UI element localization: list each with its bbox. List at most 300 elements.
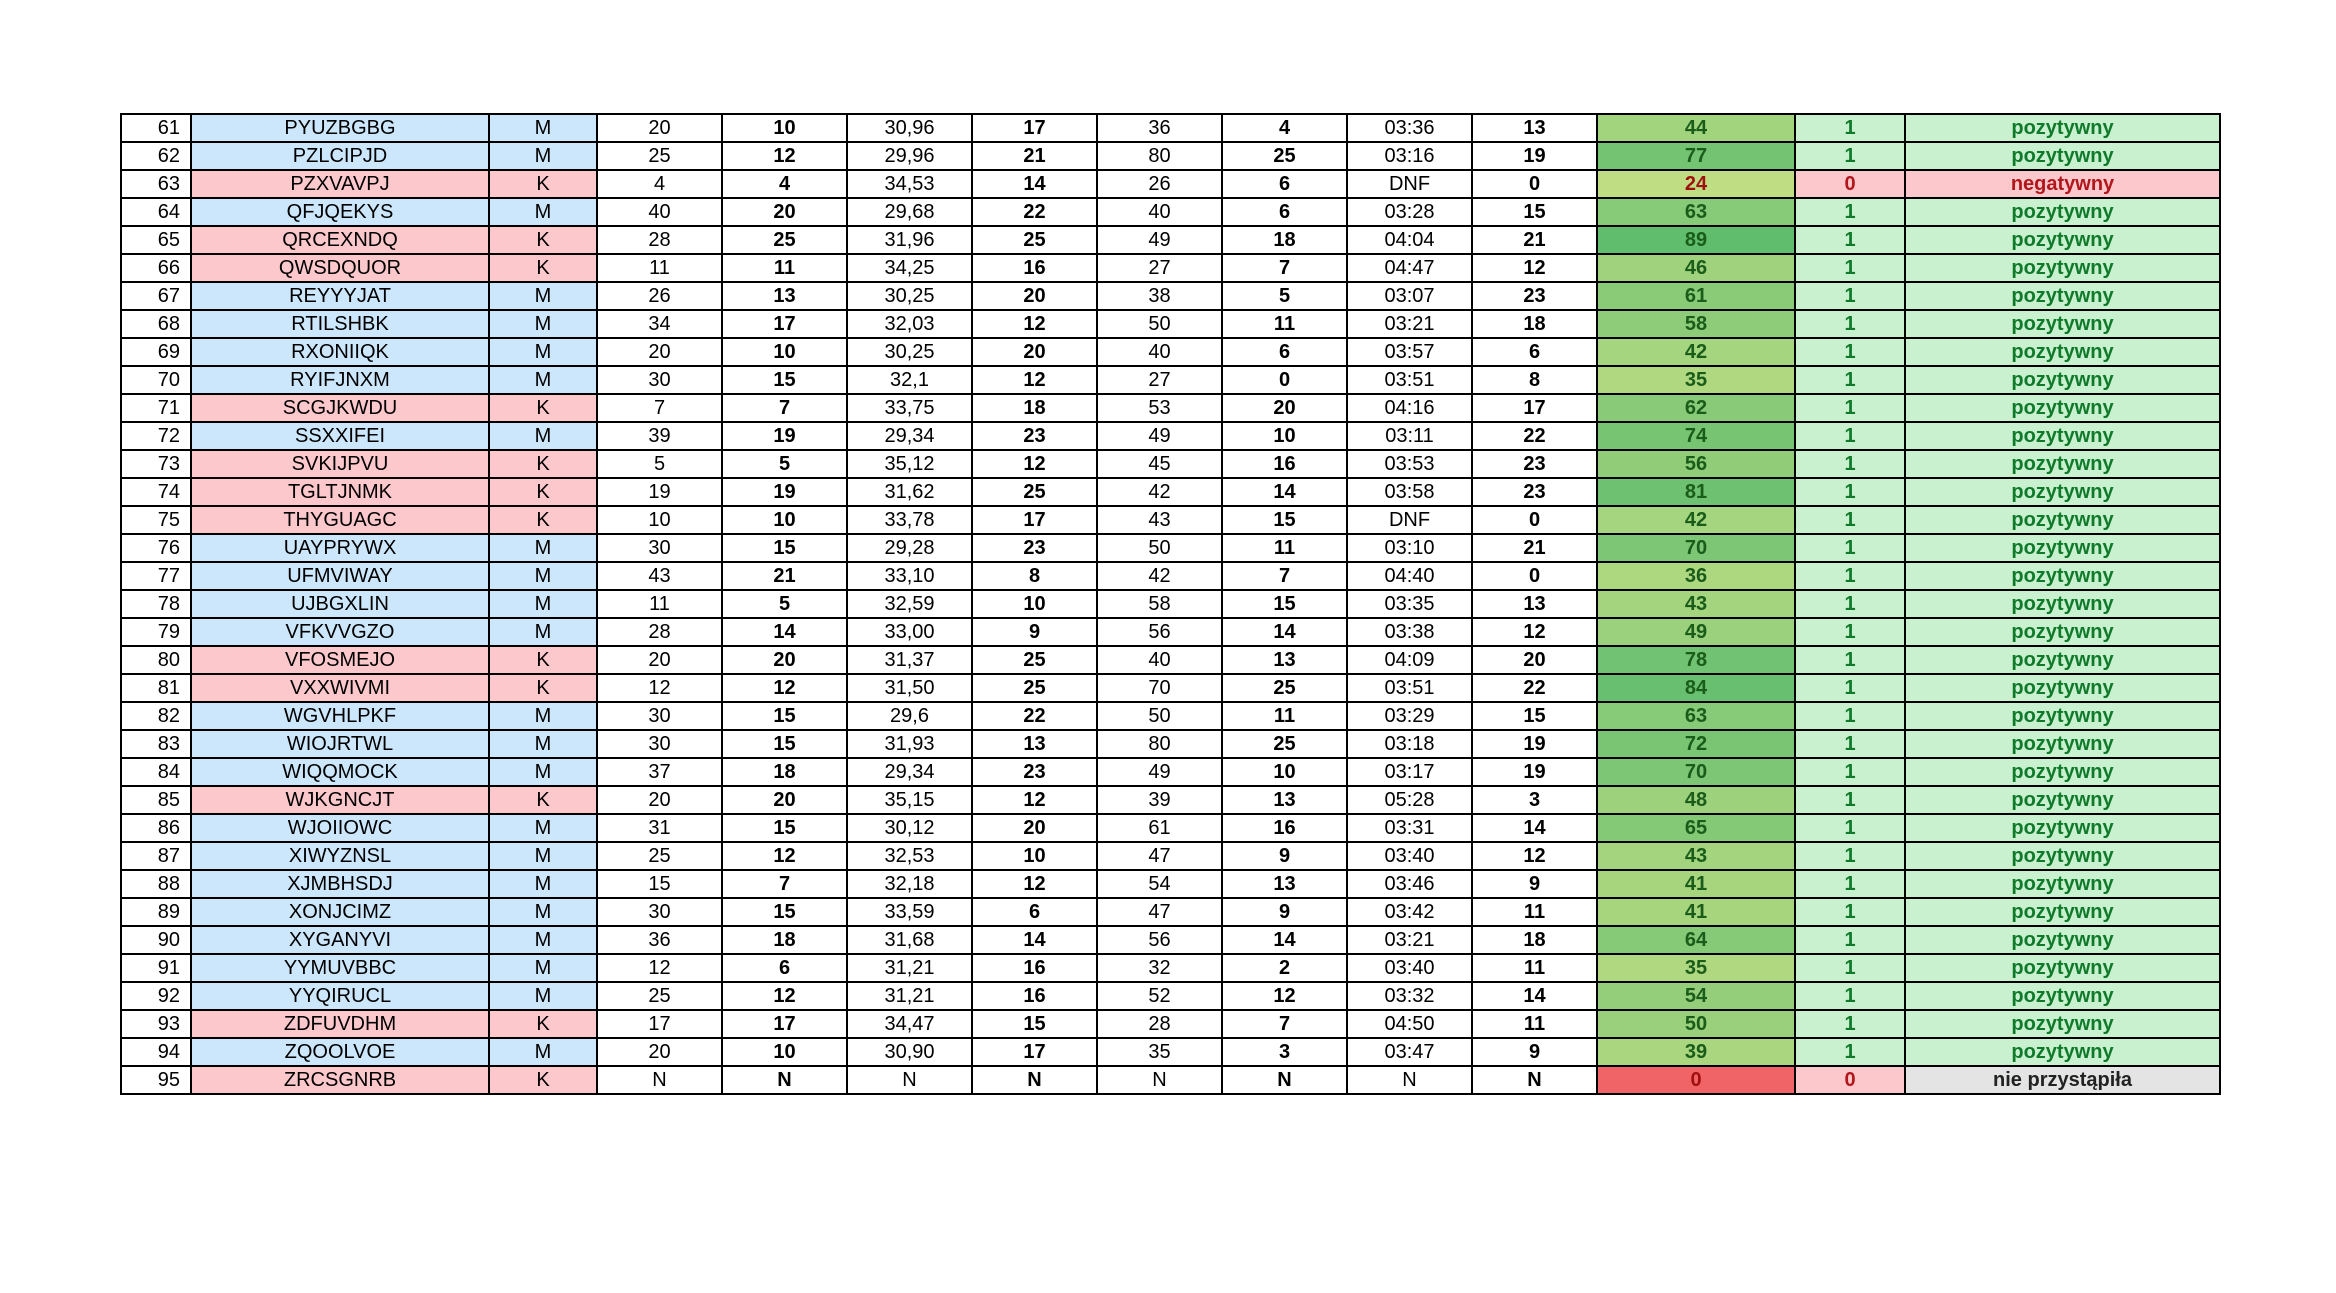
total-score-cell: 72 [1597, 730, 1795, 758]
time-d-cell: 03:35 [1347, 590, 1472, 618]
pass-flag-cell: 1 [1795, 562, 1905, 590]
result-cell: pozytywny [1905, 954, 2220, 982]
points-d-cell: 12 [1472, 842, 1597, 870]
gender-cell: M [489, 618, 597, 646]
pass-flag-cell: 1 [1795, 842, 1905, 870]
participant-code-cell: UJBGXLIN [191, 590, 489, 618]
score-a-cell: 17 [597, 1010, 722, 1038]
participant-code-cell: XIWYZNSL [191, 842, 489, 870]
pass-flag-cell: 0 [1795, 170, 1905, 198]
time-a-cell: 32,53 [847, 842, 972, 870]
pass-flag-cell: 1 [1795, 310, 1905, 338]
time-d-cell: 03:18 [1347, 730, 1472, 758]
result-cell: pozytywny [1905, 226, 2220, 254]
points-d-cell: 13 [1472, 590, 1597, 618]
table-row [121, 254, 2220, 282]
time-d-cell: 03:07 [1347, 282, 1472, 310]
participant-code-cell: VFOSMEJO [191, 646, 489, 674]
pass-flag-cell: 1 [1795, 142, 1905, 170]
result-cell: pozytywny [1905, 142, 2220, 170]
time-d-cell: 04:16 [1347, 394, 1472, 422]
total-score-cell: 43 [1597, 842, 1795, 870]
pass-flag-cell: 1 [1795, 702, 1905, 730]
gender-cell: K [489, 786, 597, 814]
pass-flag-cell: 0 [1795, 1066, 1905, 1094]
score-a-cell: 20 [597, 114, 722, 142]
time-d-cell: DNF [1347, 506, 1472, 534]
result-cell: pozytywny [1905, 1010, 2220, 1038]
gender-cell: M [489, 982, 597, 1010]
time-a-cell: 30,25 [847, 282, 972, 310]
total-score-cell: 50 [1597, 1010, 1795, 1038]
points-b-cell: 14 [972, 170, 1097, 198]
score-c-cell: 43 [1097, 506, 1222, 534]
score-c-cell: 61 [1097, 814, 1222, 842]
participant-code-cell: RXONIIQK [191, 338, 489, 366]
participant-code-cell: ZDFUVDHM [191, 1010, 489, 1038]
pass-flag-cell: 1 [1795, 646, 1905, 674]
gender-cell: M [489, 842, 597, 870]
time-a-cell: 31,93 [847, 730, 972, 758]
points-c-cell: 10 [1222, 422, 1347, 450]
participant-code-cell: PZLCIPJD [191, 142, 489, 170]
points-c-cell: 25 [1222, 730, 1347, 758]
gender-cell: M [489, 534, 597, 562]
participant-code-cell: PYUZBGBG [191, 114, 489, 142]
participant-code-cell: THYGUAGC [191, 506, 489, 534]
row-number-cell: 83 [121, 730, 191, 758]
row-number-cell: 82 [121, 702, 191, 730]
points-c-cell: 0 [1222, 366, 1347, 394]
score-a-cell: 7 [597, 394, 722, 422]
time-d-cell: 03:46 [1347, 870, 1472, 898]
gender-cell: M [489, 310, 597, 338]
table-row [121, 310, 2220, 338]
table-row [121, 758, 2220, 786]
table-row [121, 1010, 2220, 1038]
time-a-cell: 31,50 [847, 674, 972, 702]
result-cell: pozytywny [1905, 926, 2220, 954]
points-a-cell: 19 [722, 478, 847, 506]
row-number-cell: 93 [121, 1010, 191, 1038]
time-d-cell: 03:32 [1347, 982, 1472, 1010]
participant-code-cell: ZQOOLVOE [191, 1038, 489, 1066]
score-a-cell: 20 [597, 338, 722, 366]
points-a-cell: 15 [722, 898, 847, 926]
points-a-cell: 15 [722, 814, 847, 842]
score-c-cell: 39 [1097, 786, 1222, 814]
points-a-cell: N [722, 1066, 847, 1094]
total-score-cell: 41 [1597, 898, 1795, 926]
points-a-cell: 6 [722, 954, 847, 982]
pass-flag-cell: 1 [1795, 786, 1905, 814]
score-a-cell: 19 [597, 478, 722, 506]
table-row [121, 814, 2220, 842]
points-d-cell: 6 [1472, 338, 1597, 366]
points-b-cell: 25 [972, 674, 1097, 702]
points-b-cell: 8 [972, 562, 1097, 590]
points-c-cell: 11 [1222, 534, 1347, 562]
row-number-cell: 73 [121, 450, 191, 478]
table-body [121, 114, 2220, 1094]
pass-flag-cell: 1 [1795, 254, 1905, 282]
gender-cell: K [489, 1010, 597, 1038]
points-a-cell: 12 [722, 674, 847, 702]
pass-flag-cell: 1 [1795, 954, 1905, 982]
points-d-cell: 0 [1472, 562, 1597, 590]
total-score-cell: 39 [1597, 1038, 1795, 1066]
table-row [121, 590, 2220, 618]
total-score-cell: 35 [1597, 954, 1795, 982]
score-c-cell: 28 [1097, 1010, 1222, 1038]
table-row [121, 282, 2220, 310]
participant-code-cell: XONJCIMZ [191, 898, 489, 926]
score-a-cell: 4 [597, 170, 722, 198]
result-cell: pozytywny [1905, 618, 2220, 646]
time-d-cell: DNF [1347, 170, 1472, 198]
pass-flag-cell: 1 [1795, 758, 1905, 786]
points-d-cell: 11 [1472, 898, 1597, 926]
points-a-cell: 12 [722, 842, 847, 870]
result-cell: pozytywny [1905, 814, 2220, 842]
score-a-cell: 31 [597, 814, 722, 842]
points-a-cell: 12 [722, 982, 847, 1010]
points-d-cell: 0 [1472, 506, 1597, 534]
time-d-cell: 03:53 [1347, 450, 1472, 478]
row-number-cell: 90 [121, 926, 191, 954]
result-cell: pozytywny [1905, 338, 2220, 366]
score-a-cell: 5 [597, 450, 722, 478]
points-a-cell: 20 [722, 198, 847, 226]
time-a-cell: 30,90 [847, 1038, 972, 1066]
table-row [121, 478, 2220, 506]
score-a-cell: 37 [597, 758, 722, 786]
row-number-cell: 65 [121, 226, 191, 254]
points-c-cell: 9 [1222, 898, 1347, 926]
points-c-cell: 25 [1222, 674, 1347, 702]
time-a-cell: 35,15 [847, 786, 972, 814]
score-a-cell: 11 [597, 590, 722, 618]
pass-flag-cell: 1 [1795, 198, 1905, 226]
row-number-cell: 84 [121, 758, 191, 786]
gender-cell: K [489, 674, 597, 702]
points-c-cell: 15 [1222, 506, 1347, 534]
row-number-cell: 75 [121, 506, 191, 534]
result-cell: pozytywny [1905, 674, 2220, 702]
table-row [121, 422, 2220, 450]
points-c-cell: 11 [1222, 310, 1347, 338]
gender-cell: K [489, 394, 597, 422]
points-d-cell: 22 [1472, 422, 1597, 450]
score-a-cell: 30 [597, 702, 722, 730]
points-d-cell: 0 [1472, 170, 1597, 198]
table-row [121, 114, 2220, 142]
points-b-cell: 23 [972, 534, 1097, 562]
points-b-cell: 20 [972, 338, 1097, 366]
time-a-cell: 34,53 [847, 170, 972, 198]
gender-cell: M [489, 758, 597, 786]
row-number-cell: 95 [121, 1066, 191, 1094]
table-row [121, 198, 2220, 226]
participant-code-cell: VFKVVGZO [191, 618, 489, 646]
points-d-cell: 14 [1472, 814, 1597, 842]
points-b-cell: 12 [972, 870, 1097, 898]
points-c-cell: 15 [1222, 590, 1347, 618]
gender-cell: K [489, 226, 597, 254]
points-a-cell: 10 [722, 506, 847, 534]
participant-code-cell: SCGJKWDU [191, 394, 489, 422]
time-a-cell: 33,00 [847, 618, 972, 646]
score-a-cell: 12 [597, 954, 722, 982]
points-b-cell: 16 [972, 982, 1097, 1010]
pass-flag-cell: 1 [1795, 674, 1905, 702]
table-row [121, 1038, 2220, 1066]
points-d-cell: 19 [1472, 758, 1597, 786]
participant-code-cell: ZRCSGNRB [191, 1066, 489, 1094]
score-a-cell: 28 [597, 618, 722, 646]
time-a-cell: 30,12 [847, 814, 972, 842]
row-number-cell: 66 [121, 254, 191, 282]
score-c-cell: 27 [1097, 254, 1222, 282]
points-b-cell: 16 [972, 954, 1097, 982]
score-c-cell: 50 [1097, 310, 1222, 338]
table-row [121, 506, 2220, 534]
points-b-cell: 16 [972, 254, 1097, 282]
points-d-cell: 19 [1472, 142, 1597, 170]
result-cell: pozytywny [1905, 898, 2220, 926]
total-score-cell: 89 [1597, 226, 1795, 254]
time-a-cell: 29,68 [847, 198, 972, 226]
gender-cell: M [489, 282, 597, 310]
table-row [121, 870, 2220, 898]
pass-flag-cell: 1 [1795, 506, 1905, 534]
time-a-cell: 29,34 [847, 422, 972, 450]
points-d-cell: 23 [1472, 450, 1597, 478]
score-c-cell: 40 [1097, 338, 1222, 366]
row-number-cell: 86 [121, 814, 191, 842]
total-score-cell: 54 [1597, 982, 1795, 1010]
points-c-cell: 16 [1222, 450, 1347, 478]
score-c-cell: 47 [1097, 842, 1222, 870]
time-a-cell: 33,59 [847, 898, 972, 926]
row-number-cell: 91 [121, 954, 191, 982]
points-c-cell: 13 [1222, 870, 1347, 898]
result-cell: pozytywny [1905, 534, 2220, 562]
points-d-cell: 12 [1472, 618, 1597, 646]
points-d-cell: 23 [1472, 478, 1597, 506]
participant-code-cell: QWSDQUOR [191, 254, 489, 282]
score-a-cell: 20 [597, 786, 722, 814]
points-c-cell: 3 [1222, 1038, 1347, 1066]
score-c-cell: 80 [1097, 142, 1222, 170]
table-row [121, 562, 2220, 590]
gender-cell: K [489, 478, 597, 506]
total-score-cell: 48 [1597, 786, 1795, 814]
time-d-cell: 03:51 [1347, 366, 1472, 394]
points-a-cell: 10 [722, 114, 847, 142]
result-cell: pozytywny [1905, 842, 2220, 870]
total-score-cell: 84 [1597, 674, 1795, 702]
points-d-cell: 14 [1472, 982, 1597, 1010]
score-c-cell: 26 [1097, 170, 1222, 198]
score-a-cell: 20 [597, 646, 722, 674]
time-a-cell: 31,96 [847, 226, 972, 254]
result-cell: pozytywny [1905, 114, 2220, 142]
points-a-cell: 25 [722, 226, 847, 254]
points-c-cell: 25 [1222, 142, 1347, 170]
row-number-cell: 85 [121, 786, 191, 814]
result-cell: pozytywny [1905, 730, 2220, 758]
total-score-cell: 41 [1597, 870, 1795, 898]
participant-code-cell: WIQQMOCK [191, 758, 489, 786]
points-d-cell: 23 [1472, 282, 1597, 310]
score-a-cell: 15 [597, 870, 722, 898]
table-row [121, 1066, 2220, 1094]
time-d-cell: 03:40 [1347, 842, 1472, 870]
gender-cell: K [489, 254, 597, 282]
points-c-cell: 13 [1222, 786, 1347, 814]
points-c-cell: 4 [1222, 114, 1347, 142]
score-c-cell: 56 [1097, 618, 1222, 646]
participant-code-cell: SVKIJPVU [191, 450, 489, 478]
points-b-cell: 23 [972, 422, 1097, 450]
score-c-cell: 38 [1097, 282, 1222, 310]
score-c-cell: 36 [1097, 114, 1222, 142]
time-a-cell: 29,96 [847, 142, 972, 170]
time-a-cell: 32,59 [847, 590, 972, 618]
points-b-cell: 12 [972, 366, 1097, 394]
total-score-cell: 64 [1597, 926, 1795, 954]
points-a-cell: 7 [722, 870, 847, 898]
points-d-cell: 18 [1472, 926, 1597, 954]
points-a-cell: 17 [722, 1010, 847, 1038]
points-b-cell: 20 [972, 282, 1097, 310]
gender-cell: M [489, 338, 597, 366]
points-a-cell: 17 [722, 310, 847, 338]
time-a-cell: 33,78 [847, 506, 972, 534]
time-d-cell: N [1347, 1066, 1472, 1094]
time-d-cell: 03:10 [1347, 534, 1472, 562]
gender-cell: M [489, 870, 597, 898]
points-b-cell: 9 [972, 618, 1097, 646]
gender-cell: M [489, 814, 597, 842]
points-c-cell: 6 [1222, 198, 1347, 226]
pass-flag-cell: 1 [1795, 282, 1905, 310]
points-b-cell: 6 [972, 898, 1097, 926]
table-row [121, 702, 2220, 730]
time-a-cell: 31,21 [847, 982, 972, 1010]
table-row [121, 226, 2220, 254]
time-d-cell: 03:16 [1347, 142, 1472, 170]
result-cell: negatywny [1905, 170, 2220, 198]
table-row [121, 982, 2220, 1010]
table-row [121, 926, 2220, 954]
participant-code-cell: VXXWIVMI [191, 674, 489, 702]
points-b-cell: N [972, 1066, 1097, 1094]
table-row [121, 646, 2220, 674]
total-score-cell: 46 [1597, 254, 1795, 282]
gender-cell: K [489, 1066, 597, 1094]
points-d-cell: 13 [1472, 114, 1597, 142]
points-c-cell: 11 [1222, 702, 1347, 730]
points-a-cell: 19 [722, 422, 847, 450]
points-c-cell: 12 [1222, 982, 1347, 1010]
time-d-cell: 03:40 [1347, 954, 1472, 982]
table-row [121, 170, 2220, 198]
points-a-cell: 15 [722, 702, 847, 730]
time-d-cell: 03:28 [1347, 198, 1472, 226]
score-c-cell: N [1097, 1066, 1222, 1094]
result-cell: nie przystąpiła [1905, 1066, 2220, 1094]
result-cell: pozytywny [1905, 394, 2220, 422]
row-number-cell: 80 [121, 646, 191, 674]
points-d-cell: 22 [1472, 674, 1597, 702]
score-a-cell: 40 [597, 198, 722, 226]
total-score-cell: 56 [1597, 450, 1795, 478]
score-c-cell: 49 [1097, 758, 1222, 786]
row-number-cell: 74 [121, 478, 191, 506]
points-d-cell: 20 [1472, 646, 1597, 674]
points-c-cell: 13 [1222, 646, 1347, 674]
points-d-cell: 15 [1472, 702, 1597, 730]
points-c-cell: 5 [1222, 282, 1347, 310]
points-d-cell: 19 [1472, 730, 1597, 758]
points-b-cell: 14 [972, 926, 1097, 954]
score-a-cell: 26 [597, 282, 722, 310]
result-cell: pozytywny [1905, 758, 2220, 786]
pass-flag-cell: 1 [1795, 422, 1905, 450]
total-score-cell: 0 [1597, 1066, 1795, 1094]
result-cell: pozytywny [1905, 870, 2220, 898]
total-score-cell: 61 [1597, 282, 1795, 310]
gender-cell: K [489, 646, 597, 674]
participant-code-cell: UAYPRYWX [191, 534, 489, 562]
gender-cell: K [489, 450, 597, 478]
total-score-cell: 65 [1597, 814, 1795, 842]
time-d-cell: 03:17 [1347, 758, 1472, 786]
time-d-cell: 03:51 [1347, 674, 1472, 702]
pass-flag-cell: 1 [1795, 114, 1905, 142]
table-row [121, 674, 2220, 702]
table-row [121, 842, 2220, 870]
time-a-cell: 29,6 [847, 702, 972, 730]
result-cell: pozytywny [1905, 786, 2220, 814]
points-b-cell: 25 [972, 646, 1097, 674]
score-c-cell: 49 [1097, 226, 1222, 254]
time-a-cell: 34,47 [847, 1010, 972, 1038]
points-c-cell: 7 [1222, 562, 1347, 590]
gender-cell: M [489, 562, 597, 590]
gender-cell: M [489, 926, 597, 954]
participant-code-cell: WJOIIOWC [191, 814, 489, 842]
score-c-cell: 40 [1097, 198, 1222, 226]
score-c-cell: 42 [1097, 478, 1222, 506]
score-a-cell: 12 [597, 674, 722, 702]
time-d-cell: 03:29 [1347, 702, 1472, 730]
participant-code-cell: REYYYJAT [191, 282, 489, 310]
participant-code-cell: WIOJRTWL [191, 730, 489, 758]
gender-cell: M [489, 422, 597, 450]
points-a-cell: 5 [722, 450, 847, 478]
time-d-cell: 03:31 [1347, 814, 1472, 842]
score-a-cell: 43 [597, 562, 722, 590]
time-a-cell: 31,37 [847, 646, 972, 674]
table-row [121, 786, 2220, 814]
points-c-cell: 10 [1222, 758, 1347, 786]
participant-code-cell: QRCEXNDQ [191, 226, 489, 254]
time-a-cell: 33,75 [847, 394, 972, 422]
points-c-cell: 6 [1222, 338, 1347, 366]
